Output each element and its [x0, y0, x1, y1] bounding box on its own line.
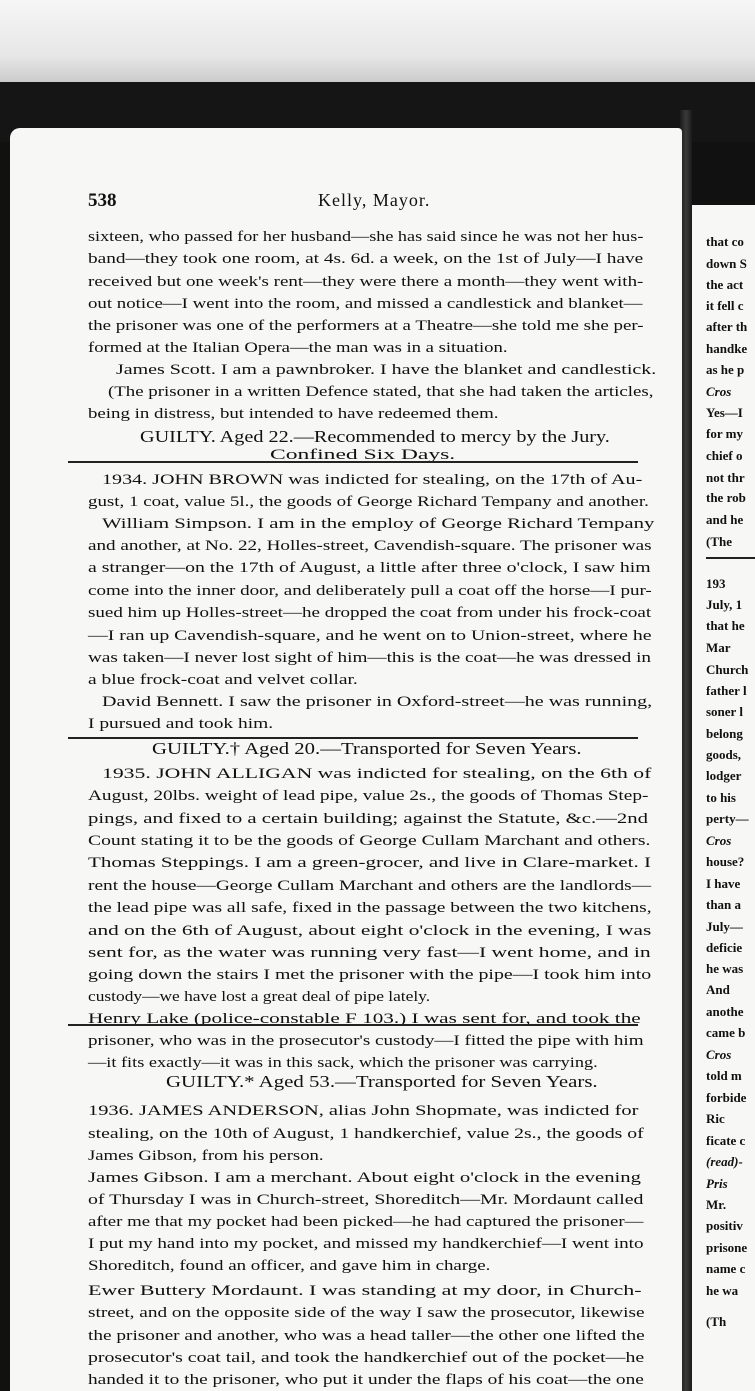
- text-line: Count stating it to be the goods of George Cullam Marchant and others.: [88, 833, 651, 849]
- section-rule: [68, 1024, 638, 1026]
- text-line: and another, at No. 22, Holles-street, Cavendish-square. The prisoner was: [88, 538, 652, 554]
- text-line: David Bennett. I saw the prisoner in Oxford-street—he was running,: [102, 694, 653, 710]
- right-page-line: down S: [706, 256, 747, 271]
- text-line: —I ran up Cavendish-square, and he went on to Union-street, where he: [88, 628, 652, 644]
- text-line: James Gibson, from his person.: [88, 1148, 324, 1164]
- text-line: 1936. JAMES ANDERSON, alias John Shopmate, was indicted for: [88, 1103, 639, 1119]
- text-line: a stranger—on the 17th of August, a little after three o'clock, I saw him: [88, 560, 651, 576]
- right-page-line: lodger: [706, 768, 742, 783]
- page-number: 538: [88, 190, 117, 211]
- section-rule: [68, 461, 638, 463]
- right-page-line: he was: [706, 961, 744, 976]
- text-line: of Thursday I was in Church-street, Shoreditch—Mr. Mordaunt called: [88, 1192, 644, 1208]
- right-page-line: as he p: [706, 362, 745, 377]
- right-page-line: told m: [706, 1068, 742, 1083]
- text-line: stealing, on the 10th of August, 1 handkerchief, value 2s., the goods of: [88, 1126, 644, 1142]
- text-line: prisoner, who was in the prosecutor's custody—I fitted the pipe with him: [88, 1033, 644, 1049]
- text-line: gust, 1 coat, value 5l., the goods of George Richard Tempany and another.: [88, 494, 649, 510]
- text-line: the lead pipe was all safe, fixed in the passage between the two kitchens,: [88, 900, 652, 916]
- text-line: GUILTY. Aged 22.—Recommended to mercy by the Jury.: [140, 427, 610, 446]
- right-page-line: I have: [706, 876, 741, 891]
- right-page-line: that he: [706, 618, 745, 633]
- right-page-line: the rob: [706, 490, 746, 505]
- right-page-line: forbide: [706, 1090, 747, 1105]
- right-page-line: it fell c: [706, 298, 744, 313]
- right-page-line: came b: [706, 1025, 746, 1040]
- text-line: Confined Six Days.: [270, 447, 456, 463]
- text-line: the prisoner was one of the performers at a Theatre—she told me she per-: [88, 318, 644, 334]
- right-page-rule: [706, 557, 755, 559]
- right-page-line: Cros: [706, 384, 732, 399]
- right-page-line: positiv: [706, 1218, 743, 1233]
- text-line: and on the 6th of August, about eight o'clock in the evening, I was: [88, 923, 652, 939]
- text-line: —it fits exactly—it was in this sack, which the prisoner was carrying.: [88, 1055, 598, 1071]
- right-page-line: name c: [706, 1261, 746, 1276]
- right-page-line: perty—: [706, 811, 749, 826]
- text-line: I put my hand into my pocket, and missed my handkerchief—I went into: [88, 1236, 644, 1252]
- right-page-line: ficate c: [706, 1133, 746, 1148]
- text-line: pings, and fixed to a certain building; against the Statute, &c.—2nd: [88, 811, 648, 827]
- text-line: prosecutor's coat tail, and took the handkerchief out of the pocket—he: [88, 1350, 645, 1366]
- text-line: going down the stairs I met the prisoner with the pipe—I took him into: [88, 967, 652, 983]
- right-page-line: Cros: [706, 833, 732, 848]
- text-line: the prisoner and another, who was a head taller—the other one lifted the: [88, 1328, 645, 1344]
- text-line: 1935. JOHN ALLIGAN was indicted for stealing, on the 6th of: [102, 766, 652, 782]
- section-rule: [68, 737, 638, 739]
- text-line: I pursued and took him.: [88, 716, 274, 732]
- text-line: custody—we have lost a great deal of pipe lately.: [88, 989, 431, 1005]
- text-line: street, and on the opposite side of the way I saw the prosecutor, likewise: [88, 1305, 645, 1321]
- text-line: sued him up Holles-street—he dropped the coat from under his frock-coat: [88, 605, 652, 621]
- right-page-line: handke: [706, 341, 748, 356]
- right-page-line: chief o: [706, 448, 743, 463]
- right-page-line: to his: [706, 790, 736, 805]
- right-page-line: deficie: [706, 940, 743, 955]
- text-line: being in distress, but intended to have redeemed them.: [88, 406, 499, 422]
- right-page-line: July, 1: [706, 597, 743, 612]
- right-page-line: (The: [706, 534, 732, 549]
- text-line: sixteen, who passed for her husband—she has said since he was not her hus-: [88, 229, 644, 245]
- text-line: come into the inner door, and deliberately pull a coat off the horse—I pur-: [88, 583, 652, 599]
- text-line: Henry Lake (police-constable F 103.) I was sent for, and took the: [88, 1011, 641, 1027]
- text-line: rent the house—George Cullam Marchant and others are the landlords—: [88, 878, 652, 894]
- running-title: Kelly, Mayor.: [318, 190, 431, 210]
- text-line: received but one week's rent—they were there a month—they went with-: [88, 274, 644, 290]
- right-page-line: goods,: [706, 747, 742, 762]
- right-page-line: than a: [706, 897, 742, 912]
- right-page-line: July—: [706, 919, 743, 934]
- text-line: band—they took one room, at 4s. 6d. a week, on the 1st of July—I have: [88, 251, 644, 267]
- text-line: GUILTY.† Aged 20.—Transported for Seven Years.: [152, 739, 582, 758]
- text-line: was taken—I never lost sight of him—this is the coat—he was dressed in: [88, 650, 652, 666]
- text-line: a blue frock-coat and velvet collar.: [88, 672, 358, 688]
- scanner-background-top: [0, 0, 755, 95]
- right-page-line: belong: [706, 726, 743, 741]
- right-page-line: the act: [706, 277, 744, 292]
- right-page-line: Church: [706, 662, 749, 677]
- text-line: formed at the Italian Opera—the man was in a situation.: [88, 340, 508, 356]
- right-page-line: prisone: [706, 1240, 748, 1255]
- text-line: (The prisoner in a written Defence stated, that she had taken the articles,: [108, 384, 654, 400]
- right-page-line: Mr.: [706, 1197, 727, 1212]
- text-line: Shoreditch, found an officer, and gave him in charge.: [88, 1258, 491, 1274]
- text-line: James Gibson. I am a merchant. About eight o'clock in the evening: [88, 1170, 641, 1186]
- text-line: William Simpson. I am in the employ of George Richard Tempany: [102, 516, 655, 532]
- right-page-line: he wa: [706, 1283, 739, 1298]
- right-page-line: And: [706, 982, 730, 997]
- right-page-line: 193: [706, 576, 726, 591]
- right-page-line: anothe: [706, 1004, 744, 1019]
- right-page-line: not thr: [706, 470, 745, 485]
- right-page-line: Pris: [706, 1176, 728, 1191]
- right-page-line: Mar: [706, 640, 731, 655]
- text-line: James Scott. I am a pawnbroker. I have the blanket and candlestick.: [116, 362, 657, 378]
- right-page-line: Cros: [706, 1047, 732, 1062]
- text-line: sent for, as the water was running very fast—I went home, and in: [88, 945, 651, 961]
- right-page-line: that co: [706, 234, 744, 249]
- right-page-line: (Th: [706, 1314, 727, 1329]
- right-page-line: after th: [706, 319, 748, 334]
- text-line: Thomas Steppings. I am a green-grocer, and live in Clare-market. I: [88, 855, 651, 871]
- text-line: handed it to the prisoner, who put it under the flaps of his coat—the one: [88, 1372, 644, 1388]
- text-line: August, 20lbs. weight of lead pipe, value 2s., the goods of Thomas Step-: [88, 788, 649, 804]
- right-page-line: and he: [706, 512, 744, 527]
- right-page-line: (read)-: [706, 1154, 743, 1169]
- right-page-line: house?: [706, 854, 745, 869]
- text-line: after me that my pocket had been picked—he had captured the prisoner—: [88, 1214, 644, 1230]
- right-page-line: for my: [706, 426, 743, 441]
- right-page-line: soner l: [706, 704, 743, 719]
- text-line: out notice—I went into the room, and missed a candlestick and blanket—: [88, 296, 643, 312]
- right-page-line: father l: [706, 683, 747, 698]
- right-page-line: Ric: [706, 1111, 725, 1126]
- text-line: GUILTY.* Aged 53.—Transported for Seven Years.: [166, 1072, 598, 1091]
- text-line: Ewer Buttery Mordaunt. I was standing at my door, in Church-: [88, 1283, 642, 1299]
- right-page-fragment: [692, 205, 755, 1391]
- right-page-line: Yes—I: [706, 405, 743, 420]
- text-line: 1934. JOHN BROWN was indicted for stealing, on the 17th of Au-: [102, 472, 643, 488]
